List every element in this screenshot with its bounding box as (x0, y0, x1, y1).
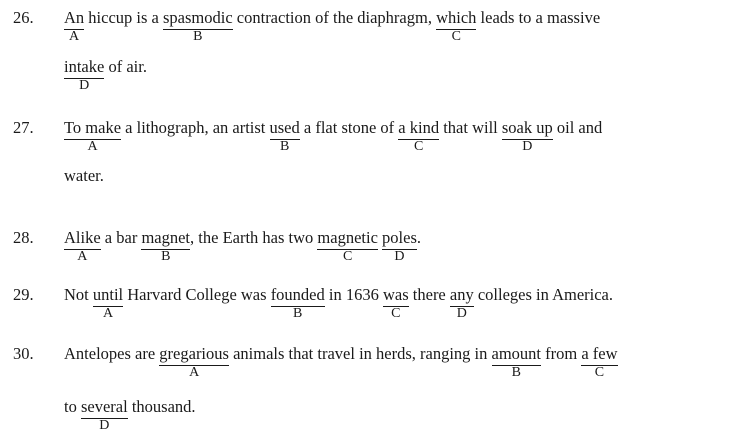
underlined-phrase: amount (491, 344, 542, 363)
question-number: 30. (13, 344, 34, 363)
sentence-text: oil and (552, 118, 603, 137)
q27-line-1-content (64, 118, 603, 154)
underlined-phrase: spasmodic (162, 8, 233, 27)
underlined-phrase: An (64, 8, 85, 27)
option-letter: B (161, 249, 171, 264)
option-d-phrase (449, 285, 474, 321)
q30-line-1-content (64, 344, 618, 380)
option-letter: A (102, 306, 114, 321)
q30-line-2 (64, 397, 196, 433)
option-letter: D (394, 249, 405, 264)
q27-line-2-content (64, 166, 104, 185)
sentence-text: a lithograph, an artist (121, 118, 270, 137)
underlined-phrase: a few (581, 344, 618, 363)
option-d-phrase (382, 228, 417, 264)
underlined-phrase: founded (270, 285, 325, 304)
sentence-text: colleges in America. (473, 285, 614, 304)
underlined-phrase: gregarious (159, 344, 229, 363)
option-d-phrase (64, 57, 105, 93)
q26-line-1-content (64, 8, 601, 44)
option-b-phrase (141, 228, 191, 264)
option-letter: C (391, 306, 401, 321)
underlined-phrase: intake (64, 57, 105, 76)
q30-line-2-content (64, 397, 196, 433)
q30-line-1 (13, 344, 618, 380)
option-c-phrase (382, 285, 409, 321)
option-letter: D (456, 306, 467, 321)
sentence-text: of air. (104, 57, 147, 76)
option-b-phrase (269, 118, 300, 154)
sentence-text: , the Earth has two (190, 228, 318, 247)
option-c-phrase (317, 228, 378, 264)
option-letter: A (87, 139, 98, 154)
option-letter: A (189, 365, 200, 380)
underlined-phrase: poles (382, 228, 417, 247)
sentence-text: water. (64, 166, 104, 185)
q26-line-2-content (64, 57, 147, 93)
option-letter: A (77, 249, 88, 264)
option-letter: B (193, 29, 203, 44)
sentence-text: a flat stone of (299, 118, 399, 137)
q29-line-1 (13, 285, 614, 321)
option-c-phrase (436, 8, 477, 44)
underlined-phrase: To make (64, 118, 122, 137)
question-number: 26. (13, 8, 34, 27)
sentence-text: hiccup is a (84, 8, 163, 27)
sentence-text: . (416, 228, 421, 247)
sentence-text: thousand. (127, 397, 196, 416)
underlined-phrase: a kind (398, 118, 440, 137)
option-letter: D (522, 139, 533, 154)
option-a-phrase (92, 285, 124, 321)
sentence-text: that will (439, 118, 502, 137)
q27-line-1 (13, 118, 603, 154)
question-number: 27. (13, 118, 34, 137)
sentence-text: from (541, 344, 582, 363)
sentence-text: Antelopes are (64, 344, 160, 363)
option-letter: C (594, 365, 605, 380)
underlined-phrase: until (92, 285, 124, 304)
underlined-phrase: magnetic (317, 228, 378, 247)
q27-line-2 (64, 166, 104, 186)
underlined-phrase: which (436, 8, 477, 27)
sentence-text: a bar (100, 228, 142, 247)
option-letter: B (511, 365, 521, 380)
question-number: 29. (13, 285, 34, 304)
underlined-phrase: Alike (64, 228, 101, 247)
sentence-text: animals that travel in herds, ranging in (228, 344, 492, 363)
option-c-phrase (398, 118, 440, 154)
option-letter: A (69, 29, 80, 44)
option-d-phrase (501, 118, 553, 154)
option-b-phrase (270, 285, 325, 321)
option-letter: C (414, 139, 424, 154)
sentence-text: in 1636 (324, 285, 383, 304)
underlined-phrase: soak up (501, 118, 553, 137)
sentence-text: to (64, 397, 81, 416)
q28-line-1-content (64, 228, 421, 264)
question-number: 28. (13, 228, 34, 247)
sentence-text: there (408, 285, 450, 304)
q26-line-1 (13, 8, 601, 44)
option-a-phrase (64, 118, 122, 154)
option-a-phrase (64, 228, 101, 264)
q28-line-1 (13, 228, 421, 264)
option-letter: B (279, 139, 290, 154)
q26-line-2 (64, 57, 147, 93)
underlined-phrase: magnet (141, 228, 191, 247)
option-letter: D (79, 78, 90, 93)
option-letter: B (293, 306, 303, 321)
sentence-text: leads to a massive (476, 8, 601, 27)
underlined-phrase: was (382, 285, 409, 304)
sentence-text: Not (64, 285, 93, 304)
sentence-text: contraction of the diaphragm, (232, 8, 437, 27)
q29-line-1-content (64, 285, 614, 321)
option-letter: C (451, 29, 461, 44)
underlined-phrase: used (269, 118, 300, 137)
option-c-phrase (581, 344, 618, 380)
option-letter: C (342, 249, 353, 264)
underlined-phrase: several (80, 397, 128, 416)
option-b-phrase (162, 8, 233, 44)
option-letter: D (99, 418, 110, 433)
underlined-phrase: any (449, 285, 474, 304)
sentence-text: Harvard College was (123, 285, 271, 304)
option-a-phrase (159, 344, 229, 380)
option-a-phrase (64, 8, 85, 44)
option-b-phrase (491, 344, 542, 380)
option-d-phrase (80, 397, 128, 433)
